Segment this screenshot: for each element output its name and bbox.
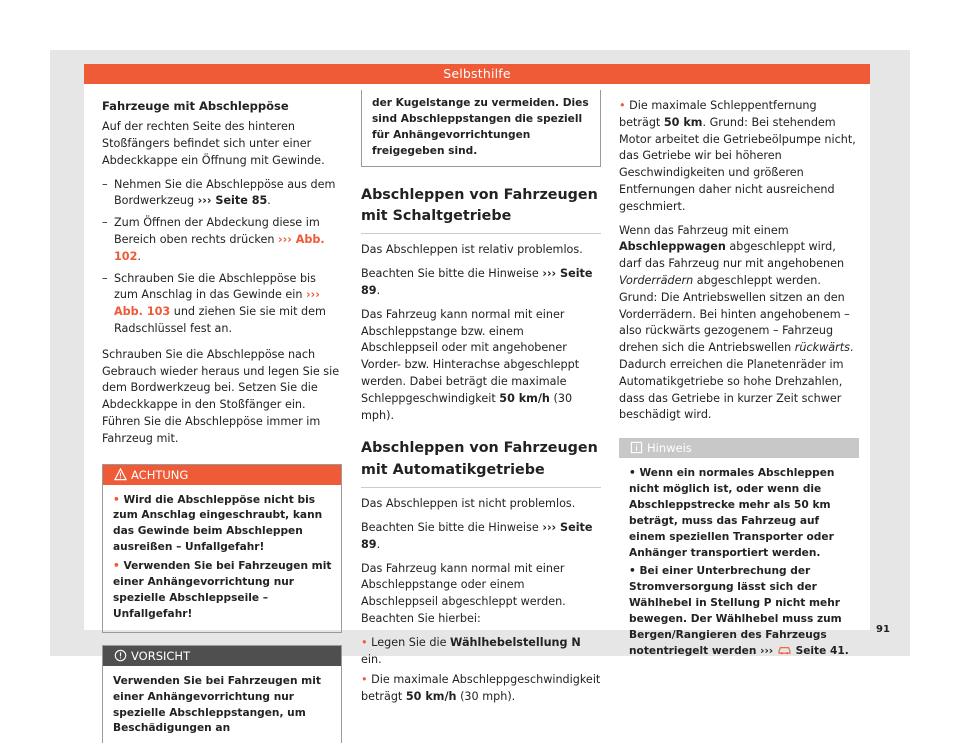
section-title-manual: Abschleppen von Fahrzeugen mit Schaltgetriebe [361,185,601,235]
page-number: 91 [876,624,890,635]
auto-p3: Das Fahrzeug kann normal mit einer Abschleppstange oder einem Abschleppseil abgeschleppt werden. Beachten Sie hierbei: [361,561,566,626]
outro-paragraph: Schrauben Sie die Abschleppöse nach Gebrauch wieder heraus und legen Sie sie dem Bordwerkzeug bei. Setzen Sie die Abdeckkappe in den Stoßfänger ein. Führen Sie die Abschleppöse immer im Fahrzeug mit. [102,347,340,445]
caution-title: VORSICHT [131,648,191,663]
dash-marker: – [102,271,108,285]
warning-box [102,464,342,633]
note-item: • Wenn ein normales Abschleppen nicht möglich ist, oder wenn die Abschleppstrecke mehr als 50 km beträgt, muss das Fahrzeug auf einem speziellen Transporter oder Anhänger transportiert werden. [629,467,835,559]
warning-item: • Verwenden Sie bei Fahrzeugen mit einer Anhängevorrichtung nur spezielle Abschleppseile – Unfallgefahr! [113,560,332,620]
step-item: – Zum Öffnen der Abdeckung diese im Bereich oben rechts drücken ››› Abb. 102. [102,216,325,263]
caution-continued-text: der Kugelstange zu vermeiden. Dies sind Abschleppstangen die speziell für Anhängevorrichtungen freigegeben sind. [372,97,589,157]
warning-box-body [103,485,341,632]
page-reference-link[interactable]: ››› Seite 85 [197,194,268,208]
auto-p2: Beachten Sie bitte die Hinweise ››› Seite 89. [361,521,593,551]
list-item: • Die maximale Schleppentfernung beträgt 50 km. Grund: Bei stehendem Motor arbeitet die Getriebeölpumpe nicht, das Getriebe wir bei höheren Geschwindigkeiten und größeren Entfernungen daher nicht ausreichend geschmiert. [619,99,856,213]
step-item: – Nehmen Sie die Abschleppöse aus dem Bordwerkzeug ››› Seite 85. [102,177,336,208]
section-title-automatic: Abschleppen von Fahrzeugen mit Automatikgetriebe [361,438,601,488]
list-item: • Die maximale Abschleppgeschwindigkeit beträgt 50 km/h (30 mph). [361,673,601,704]
car-warning-icon [777,644,792,655]
manual-p2: Beachten Sie bitte die Hinweise ››› Seite 89. [361,267,593,298]
manual-p1: Das Abschleppen ist relativ problemlos. [361,243,583,257]
note-box [619,438,859,669]
caution-circle-icon [114,649,127,662]
dash-marker: – [102,216,108,230]
column-3 [619,98,859,681]
note-title: Hinweis [647,441,692,456]
note-item: • Bei einer Unterbrechung der Stromversorgung lässt sich der Wählhebel in Stellung P nicht mehr bewegen. Der Wählhebel muss zum Bergen/Rangieren des Fahrzeugs notentriegelt werden ››› Seite 41. [629,565,849,657]
figure-reference-link[interactable]: ››› Abb. 103 [114,288,320,319]
column-1 [102,98,342,755]
warning-item: • Wird die Abschleppöse nicht bis zum Anschlag eingeschraubt, kann das Gewinde beim Abschleppen ausreißen – Unfallgefahr! [113,493,323,554]
page-reference-link[interactable]: ››› Seite 89 [361,267,593,298]
caution-box-continued [361,90,601,167]
caution-box-header [103,646,341,666]
manual-p3: Das Fahrzeug kann normal mit einer Abschleppstange bzw. einem Abschleppseil oder mit angehobener Vorder- bzw. Hinterachse abgeschleppt werden. Dabei beträgt die maximale Schleppgeschwindigkeit 50 km/h (30 mph). [361,307,580,422]
list-item: • Legen Sie die Wählhebelstellung N ein. [361,635,581,666]
section-header: Selbsthilfe [84,64,870,84]
note-box-body [619,458,859,669]
step-item: – Schrauben Sie die Abschleppöse bis zum Anschlag in das Gewinde ein ››› Abb. 103 und ziehen Sie sie mit dem Radschlüssel fest an. [102,271,326,336]
tow-truck-paragraph: Wenn das Fahrzeug mit einem Abschleppwagen abgeschleppt wird, darf das Fahrzeug nur mit angehobenen Vorderrädern abgeschleppt werden. Grund: Die Antriebswellen sitzen an den Vorderrädern. Bei hinten angehobenem – also rückwärts gezogenem – Fahrzeug drehen sich die Antriebswellen rückwärts. Dadurch erreichen die Planetenräder im Automatikgetriebe so hohe Drehzahlen, dass das Getriebe in kurzer Zeit schwer beschädigt wird. [619,223,854,422]
note-box-header [619,438,859,458]
caution-box-body: Verwenden Sie bei Fahrzeugen mit einer Anhängevorrichtung nur spezielle Abschleppstangen, um Beschädigungen an [113,674,321,735]
intro-paragraph: Auf der rechten Seite des hinteren Stoßfängers befindet sich unter einer Abdeckkappe ein Öffnung mit Gewinde. [102,120,325,167]
caution-box [102,645,342,744]
column-2 [361,98,601,710]
warning-triangle-icon [114,468,127,481]
dash-marker: – [102,177,108,191]
figure-reference-link[interactable]: ››› Abb. 102 [114,233,325,263]
page-reference-link[interactable]: Seite 41. [795,644,849,657]
subheading-towing-eye: Fahrzeuge mit Abschleppöse [102,99,289,113]
info-icon [630,441,643,454]
warning-title: ACHTUNG [131,467,189,482]
page-reference-link[interactable]: ››› Seite 89 [361,521,593,551]
auto-p1: Das Abschleppen ist nicht problemlos. [361,497,576,511]
warning-box-header [103,465,341,485]
